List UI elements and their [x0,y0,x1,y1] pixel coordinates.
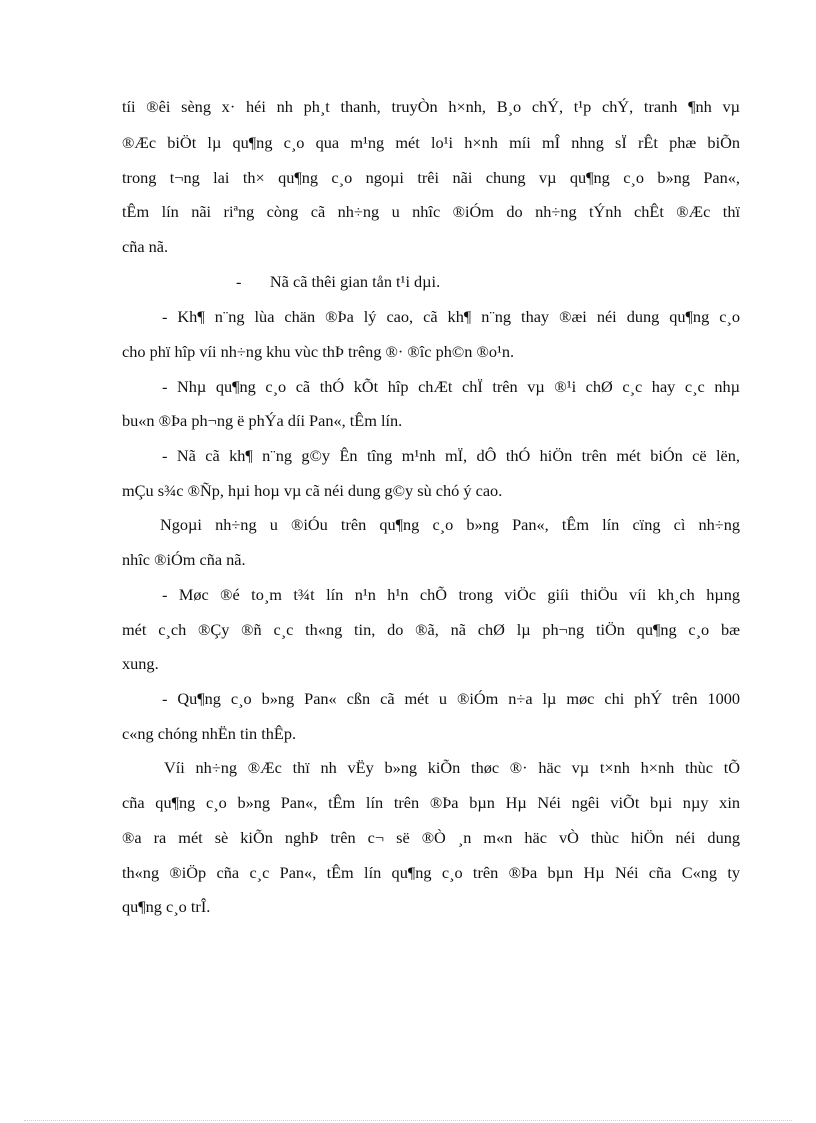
text-line: - Nã cã kh¶ n¨ng g©y Ên tîng m¹nh mÏ, dÔ thÓ hiÖn trên mét biÓn cë lën, [162,446,740,465]
text-line: cña qu¶ng c¸o b»ng Pan«, tÊm lín trên ®Þa bµn Hµ Néi ngêi viÕt bµi nµy xin [122,793,740,812]
text-line: trong t¬ng lai th× qu¶ng c¸o ngoµi trêi nãi chung vµ qu¶ng c¸o b»ng Pan«, [122,168,740,187]
text-line: th«ng ®iÖp cña c¸c Pan«, tÊm lín qu¶ng c¸o trên ®Þa bµn Hµ Néi cña C«ng ty [122,863,740,882]
text-line: ®Æc biÖt lµ qu¶ng c¸o qua m¹ng mét lo¹i h×nh míi mÎ nhng sÏ rÊt phæ biÕn [122,133,740,152]
text-line: qu¶ng c¸o trÎ. [122,897,211,916]
text-line: cho phï hîp víi nh÷ng khu vùc thÞ trêng ®· ®îc ph©n ®o¹n. [122,342,515,361]
text-line: Víi nh÷ng ®Æc thï nh vËy b»ng kiÕn thøc ®· häc vµ t×nh h×nh thùc tÕ [164,758,740,777]
text-line: tíi ®êi sèng x· héi nh ph¸t thanh, truyÒn h×nh, B¸o chÝ, t¹p chÝ, tranh ¶nh vµ [122,97,740,116]
text-line: - Kh¶ n¨ng lùa chän ®Þa lý cao, cã kh¶ n¨ng thay ®æi néi dung qu¶ng c¸o [162,307,740,326]
page-bottom-divider [24,1120,792,1121]
text-line: mÇu s¾c ®Ñp, hµi hoµ vµ cã néi dung g©y sù chó ý cao. [122,481,503,500]
bullet-line: - Nã cã thêi gian tån t¹i dµi. [236,272,441,291]
text-line: Ngoµi nh÷ng u ®iÓu trên qu¶ng c¸o b»ng Pan«, tÊm lín cïng cì nh÷ng [160,515,740,534]
text-line: - Møc ®é to¸m t¾t lín n¹n h¹n chÕ trong viÖc giíi thiÖu víi kh¸ch hµng [162,585,740,604]
text-line: bu«n ®Þa ph¬ng ë phÝa díi Pan«, tÊm lín. [122,411,403,430]
text-line: tÊm lín nãi riªng còng cã nh÷ng u nhîc ®iÓm do nh÷ng tÝnh chÊt ®Æc thï [122,202,740,221]
text-line: - Nhµ qu¶ng c¸o cã thÓ kÕt hîp chÆt chÏ trên vµ ®¹i chØ c¸c hay c¸c nhµ [162,377,740,396]
text-line: xung. [122,654,159,673]
text-line: mét c¸ch ®Çy ®ñ c¸c th«ng tin, do ®ã, nã chØ lµ ph¬ng tiÖn qu¶ng c¸o bæ [122,620,740,639]
text-line: cña nã. [122,237,169,256]
text-line: nhîc ®iÓm cña nã. [122,550,246,569]
text-line: ®a ra mét sè kiÕn nghÞ trên c¬ së ®Ò ¸n m«n häc vÒ thùc hiÖn néi dung [122,828,740,847]
text-line: c«ng chóng nhËn tin thÊp. [122,724,297,743]
text-line: - Qu¶ng c¸o b»ng Pan« cßn cã mét u ®iÓm n÷a lµ møc chi phÝ trên 1000 [162,689,740,708]
